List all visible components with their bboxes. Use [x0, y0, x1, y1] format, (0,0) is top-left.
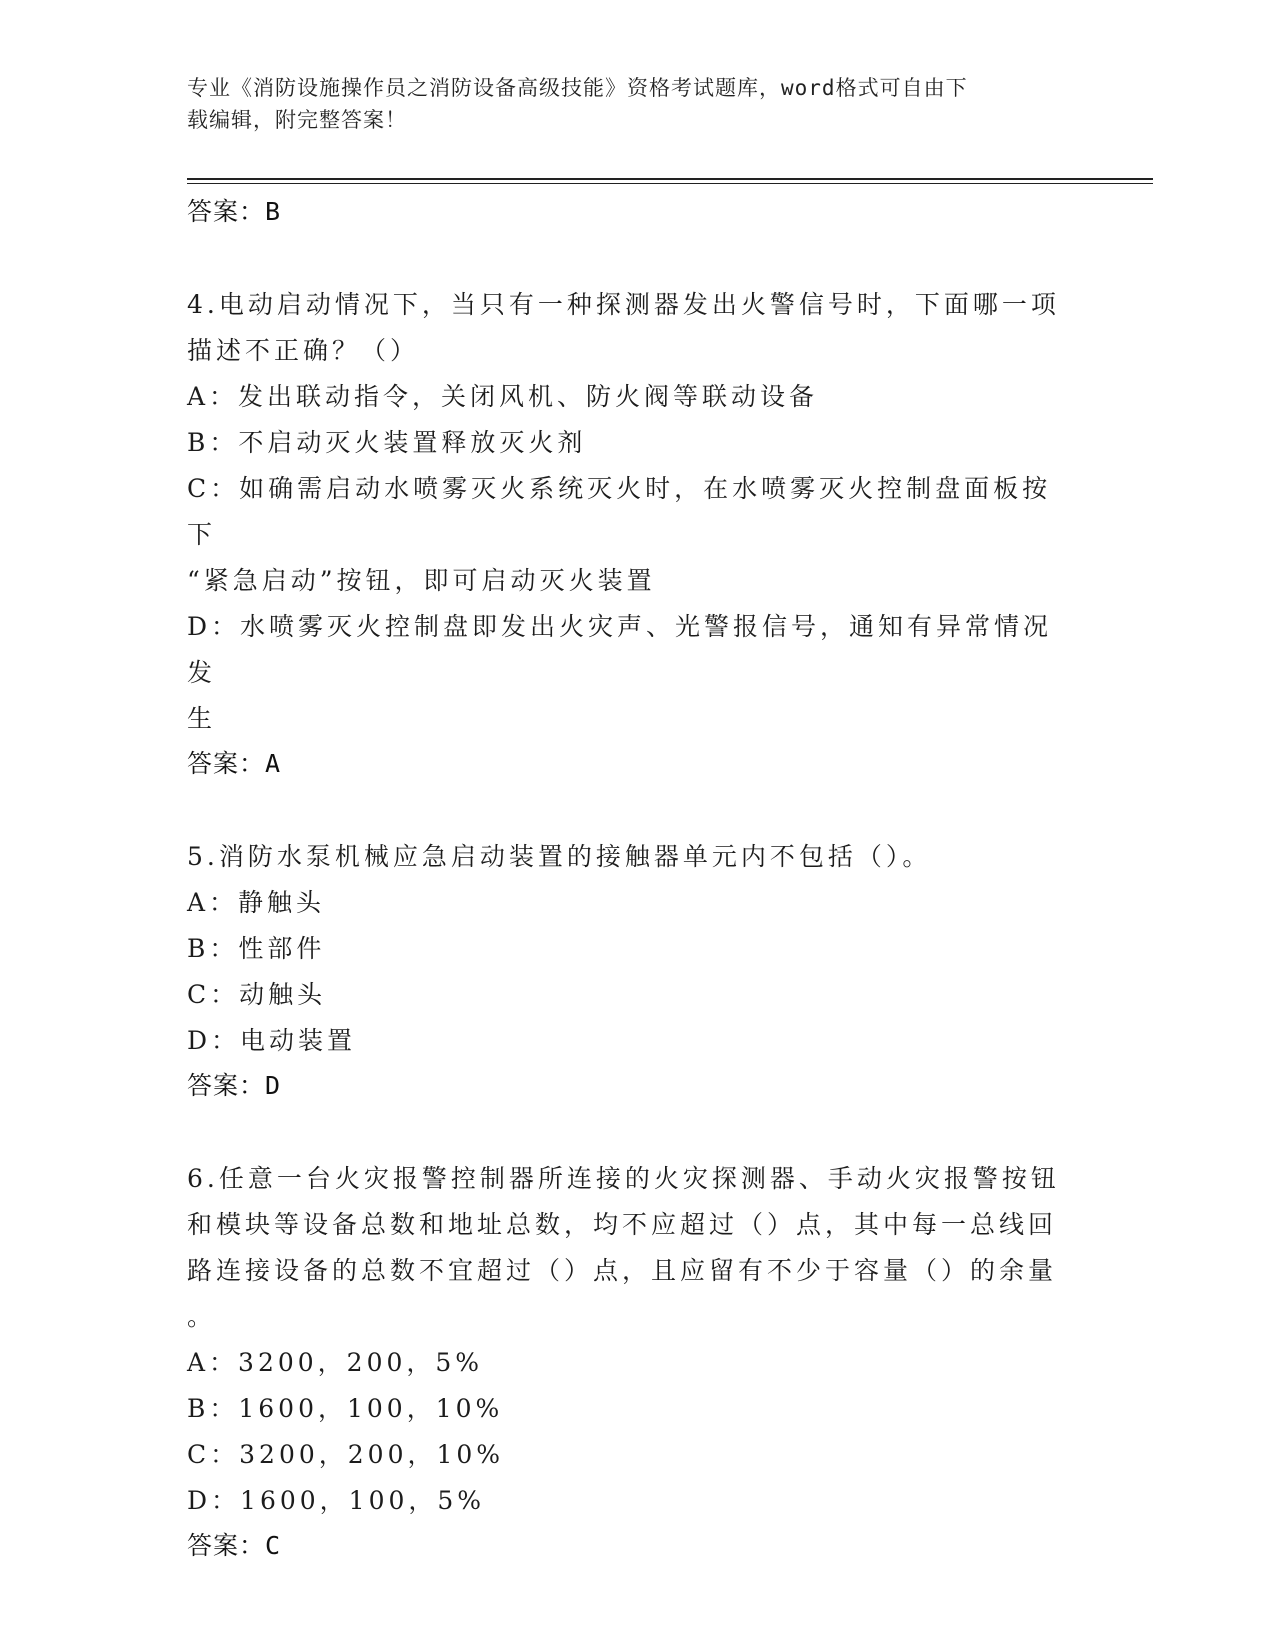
question-5-option-a: A：静触头 — [187, 888, 326, 917]
question-5-option-b: B：性部件 — [187, 934, 326, 963]
spacer — [187, 1108, 1087, 1156]
question-6-stem-line-3: 路连接设备的总数不宜超过（）点，且应留有不少于容量（）的余量 — [187, 1256, 1058, 1285]
header-line-2: 载编辑，附完整答案！ — [187, 108, 407, 132]
document-header — [187, 72, 1067, 136]
spacer — [187, 786, 1087, 834]
header-divider-thin — [187, 183, 1153, 184]
question-4-option-c-line-1: C：如确需启动水喷雾灭火系统灭火时，在水喷雾灭火控制盘面板按下 — [187, 474, 1052, 549]
question-6-stem-line-1: 6.任意一台火灾报警控制器所连接的火灾探测器、手动火灾报警按钮 — [187, 1164, 1060, 1193]
question-5-option-c: C：动触头 — [187, 980, 327, 1009]
question-4-answer: 答案：A — [187, 749, 282, 778]
previous-answer: 答案：B — [187, 197, 282, 226]
question-4 — [187, 282, 1087, 786]
header-line-1: 专业《消防设施操作员之消防设备高级技能》资格考试题库，word格式可自由下 — [187, 76, 968, 100]
question-6-answer: 答案：C — [187, 1531, 282, 1560]
question-4-option-c-line-2: “紧急启动”按钮，即可启动灭火装置 — [187, 566, 656, 595]
question-4-option-d-line-1: D：水喷雾灭火控制盘即发出火灾声、光警报信号，通知有异常情况发 — [187, 612, 1053, 687]
question-4-stem-line-2: 描述不正确？（） — [187, 336, 420, 365]
question-6-stem-line-2: 和模块等设备总数和地址总数，均不应超过（）点，其中每一总线回 — [187, 1210, 1058, 1239]
question-content — [187, 190, 1087, 1568]
question-6-option-c: C：3200，200，10% — [187, 1440, 505, 1469]
question-5 — [187, 834, 1087, 1108]
question-4-stem-line-1: 4.电动启动情况下，当只有一种探测器发出火警信号时，下面哪一项 — [187, 290, 1060, 319]
question-6-option-d: D：1600，100，5% — [187, 1486, 486, 1515]
question-6 — [187, 1156, 1087, 1568]
question-4-option-b: B：不启动灭火装置释放灭火剂 — [187, 428, 587, 457]
question-5-stem-line-1: 5.消防水泵机械应急启动装置的接触器单元内不包括（）。 — [187, 842, 932, 871]
question-6-option-b: B：1600，100，10% — [187, 1394, 504, 1423]
question-5-option-d: D：电动装置 — [187, 1026, 357, 1055]
question-4-option-d-line-2: 生 — [187, 704, 217, 733]
question-6-option-a: A：3200，200，5% — [187, 1348, 484, 1377]
header-divider-thick — [187, 178, 1153, 180]
question-4-option-a: A：发出联动指令，关闭风机、防火阀等联动设备 — [187, 382, 819, 411]
question-5-answer: 答案：D — [187, 1071, 282, 1100]
question-6-stem-line-4: 。 — [187, 1302, 217, 1331]
spacer — [187, 234, 1087, 282]
